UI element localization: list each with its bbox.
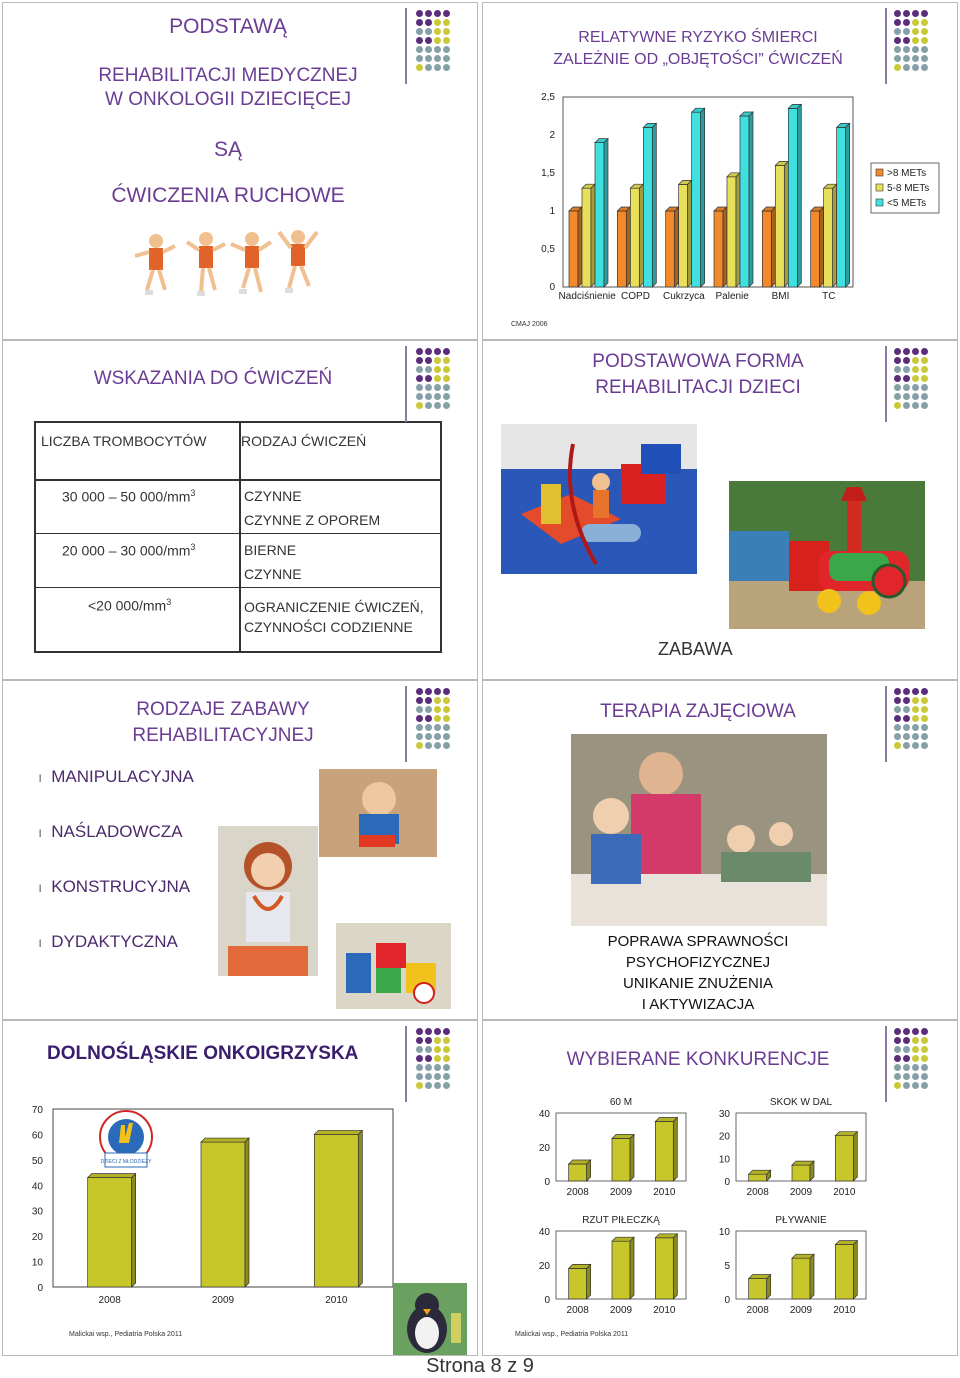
mini-bar-chart-long-jump — [708, 1093, 878, 1203]
list-item-label: KONSTRUCYJNA — [51, 877, 191, 896]
x-tick-label: 2009 — [789, 1305, 813, 1316]
x-tick-label: 2010 — [833, 1305, 856, 1316]
y-tick-label: 1,5 — [541, 168, 555, 179]
bar-2010 — [655, 1234, 677, 1299]
slide8-title: WYBIERANE KONKURENCJE — [566, 1049, 830, 1070]
slide1-title-line3: W ONKOLOGII DZIECIĘCEJ — [105, 89, 351, 110]
slide7-title: DOLNOŚLĄSKIE ONKOIGRZYSKA — [47, 1043, 359, 1064]
slide3-title: WSKAZANIA DO ĆWICZEŃ — [93, 368, 333, 389]
bar-0-5 — [837, 123, 850, 287]
list-item — [39, 877, 190, 897]
bar-1-2 — [679, 180, 692, 287]
decor-dots-icon — [416, 10, 452, 76]
y-tick-label: 2 — [549, 130, 555, 141]
bar-1-3 — [727, 173, 740, 287]
y-tick-label: 5 — [724, 1261, 730, 1272]
table-header-count: LICZBA TROMBOCYTÓW — [41, 433, 207, 449]
bar-2-3 — [714, 207, 727, 287]
slide2-title-line2: ZALEŻNIE OD „OBJĘTOŚCI” ĆWICZEŃ — [553, 51, 843, 68]
y-tick-label: 0 — [724, 1177, 730, 1188]
bar-2008 — [749, 1275, 771, 1299]
badge-text: DZIECI Z MŁODZIEŻY — [100, 1159, 152, 1165]
slide7-source: Malickai wsp., Pediatria Polska 2011 — [69, 1331, 183, 1338]
page-footer: Strona 8 z 9 — [426, 1355, 534, 1377]
bar-2009 — [612, 1237, 634, 1299]
x-tick-label: 2008 — [98, 1295, 121, 1306]
legend-swatch — [876, 199, 883, 206]
x-tick-label: 2008 — [566, 1305, 589, 1316]
x-tick-label: 2010 — [325, 1295, 348, 1306]
y-tick-label: 20 — [31, 1232, 43, 1244]
y-tick-label: 40 — [538, 1227, 550, 1238]
legend-label: 5-8 METs — [887, 183, 930, 194]
row3-sup: 3 — [166, 597, 172, 607]
bar-0-3 — [740, 112, 753, 287]
row2-type2: CZYNNE — [244, 566, 302, 582]
row3-type1: OGRANICZENIE ĆWICZEŃ, CZYNNOŚCI CODZIENNE — [244, 599, 424, 635]
decor-dots-icon — [416, 1028, 452, 1094]
bullet-icon: l — [39, 939, 42, 950]
list-item — [39, 932, 178, 952]
bar-2008 — [88, 1174, 136, 1287]
bullet-icon: l — [39, 884, 42, 895]
bar-2008 — [749, 1170, 771, 1181]
mini-bar-chart-ball-throw — [528, 1211, 698, 1321]
bar-1-5 — [824, 184, 837, 287]
slide5-title-line2: REHABILITACYJNEJ — [132, 725, 314, 746]
row2-count: 20 000 – 30 000/mm — [62, 542, 191, 559]
slide6-line1: POPRAWA SPRAWNOŚCI — [607, 933, 789, 950]
y-tick-label: 40 — [31, 1181, 43, 1193]
bar-2-4 — [762, 207, 775, 287]
mini-bar-chart-swimming — [708, 1211, 878, 1321]
slide6-line2: PSYCHOFIZYCZNEJ — [625, 954, 771, 971]
y-tick-label: 10 — [718, 1154, 730, 1166]
girl-playing-photo — [218, 826, 318, 976]
bar-2009 — [792, 1161, 814, 1181]
slide4-title-line1: PODSTAWOWA FORMA — [592, 351, 804, 372]
legend-swatch — [876, 184, 883, 191]
legend-swatch — [876, 169, 883, 176]
y-tick-label: 0 — [544, 1295, 550, 1306]
bar-2-2 — [666, 207, 679, 287]
mini-bar-chart-60m — [528, 1093, 698, 1203]
row2-sup: 3 — [190, 542, 196, 552]
x-tick-label: 2009 — [609, 1187, 633, 1198]
x-tick-label: 2008 — [566, 1187, 589, 1198]
bar-2010 — [835, 1241, 857, 1299]
x-tick-label: BMI — [771, 291, 790, 301]
bar-2009 — [612, 1135, 634, 1182]
toy-train-photo — [729, 481, 925, 629]
mini-chart-title: SKOK W DAL — [769, 1097, 833, 1108]
bar-1-0 — [582, 184, 595, 287]
slide8-source: Malickai wsp., Pediatria Polska 2011 — [515, 1331, 629, 1338]
row1-type1: CZYNNE — [244, 488, 302, 504]
decor-dots-icon — [894, 688, 930, 754]
slide5-title-line1: RODZAJE ZABAWY — [136, 699, 310, 720]
y-tick-label: 60 — [31, 1130, 43, 1142]
bar-2010 — [655, 1118, 677, 1182]
mascot-penguin-photo — [393, 1283, 467, 1355]
bar-0-1 — [643, 123, 656, 287]
x-tick-label: Nadciśnienie — [558, 291, 616, 301]
y-tick-label: 50 — [31, 1155, 43, 1167]
slide2-title-line1: RELATYWNE RYZYKO ŚMIERCI — [578, 29, 818, 46]
y-tick-label: 0 — [544, 1177, 550, 1188]
bar-2010 — [314, 1130, 362, 1287]
bar-2-1 — [617, 207, 630, 287]
mini-chart-title: PŁYWANIE — [775, 1215, 827, 1226]
x-tick-label: 2010 — [833, 1187, 856, 1198]
risk-bar-chart — [513, 91, 953, 301]
y-tick-label: 1 — [549, 206, 555, 217]
bar-2-5 — [811, 207, 824, 287]
onkoigrzyska-logo-icon — [95, 1109, 157, 1169]
jumping-kids-photo — [131, 228, 331, 308]
bullet-icon: l — [39, 829, 42, 840]
bar-2009 — [792, 1254, 814, 1299]
slide1-title-line2: REHABILITACJI MEDYCZNEJ — [98, 65, 358, 86]
legend-label: >8 METs — [887, 168, 927, 179]
bar-0-0 — [595, 139, 608, 287]
list-item-label: NAŚLADOWCZA — [51, 822, 183, 841]
y-tick-label: 20 — [538, 1143, 550, 1154]
y-tick-label: 20 — [538, 1261, 550, 1272]
table-header-type: RODZAJ ĆWICZEŃ — [241, 433, 367, 449]
row1-sup: 3 — [190, 488, 196, 498]
bar-2-0 — [569, 207, 582, 287]
bar-2009 — [201, 1138, 249, 1287]
bullet-icon: l — [39, 774, 42, 785]
x-tick-label: 2008 — [746, 1305, 769, 1316]
y-tick-label: 30 — [718, 1109, 730, 1120]
row1-type2: CZYNNE Z OPOREM — [244, 512, 381, 528]
y-tick-label: 40 — [538, 1109, 550, 1120]
row1-count: 30 000 – 50 000/mm — [62, 488, 191, 505]
slide1-title-line1: PODSTAWĄ — [169, 15, 287, 38]
decor-dots-icon — [894, 10, 930, 76]
slide6-line4: I AKTYWIZACJA — [641, 996, 755, 1013]
row3-count: <20 000/mm — [88, 597, 167, 614]
bar-1-1 — [630, 184, 643, 287]
bar-1-4 — [775, 161, 788, 287]
playroom-photo — [501, 424, 697, 574]
y-tick-label: 20 — [718, 1131, 730, 1143]
decor-dots-icon — [416, 348, 452, 414]
x-tick-label: Palenie — [715, 291, 749, 301]
games-bar-chart — [23, 1101, 403, 1311]
y-tick-label: 0 — [724, 1295, 730, 1306]
therapy-session-photo — [571, 734, 827, 926]
x-tick-label: 2009 — [609, 1305, 633, 1316]
decor-dots-icon — [894, 348, 930, 414]
list-item-label: MANIPULACYJNA — [51, 767, 194, 786]
y-tick-label: 10 — [31, 1257, 43, 1269]
mini-chart-title: 60 M — [609, 1097, 633, 1108]
slide6-title: TERAPIA ZAJĘCIOWA — [600, 701, 796, 722]
x-tick-label: 2009 — [211, 1295, 235, 1306]
decor-dots-icon — [894, 1028, 930, 1094]
slide2-source: CMAJ 2006 — [511, 321, 548, 328]
list-item — [39, 767, 194, 787]
x-tick-label: 2008 — [746, 1187, 769, 1198]
bar-0-2 — [692, 108, 705, 287]
y-tick-label: 0,5 — [541, 244, 555, 255]
slide4-caption: ZABAWA — [658, 639, 733, 659]
slide4-title-line2: REHABILITACJI DZIECI — [595, 377, 801, 398]
slide1-line4: SĄ — [213, 138, 242, 161]
row2-type1: BIERNE — [244, 542, 297, 558]
y-tick-label: 2,5 — [541, 92, 555, 103]
slide6-line3: UNIKANIE ZNUŻENIA — [622, 975, 773, 992]
legend-label: <5 METs — [887, 198, 927, 209]
blocks-playroom-photo — [336, 923, 451, 1009]
y-tick-label: 0 — [37, 1283, 43, 1294]
mini-chart-title: RZUT PIŁECZKĄ — [582, 1215, 660, 1226]
decor-dots-icon — [416, 688, 452, 754]
bar-2008 — [569, 1160, 591, 1181]
list-item — [39, 822, 183, 842]
chart-legend — [871, 163, 939, 213]
x-tick-label: COPD — [621, 291, 650, 301]
x-tick-label: 2009 — [789, 1187, 813, 1198]
x-tick-label: Cukrzyca — [662, 291, 705, 301]
y-tick-label: 70 — [31, 1105, 43, 1116]
bar-2010 — [835, 1132, 857, 1181]
x-tick-label: 2010 — [653, 1305, 676, 1316]
slide1-line5: ĆWICZENIA RUCHOWE — [111, 184, 345, 207]
y-tick-label: 10 — [718, 1227, 730, 1238]
y-tick-label: 30 — [31, 1206, 43, 1218]
y-tick-label: 0 — [549, 282, 555, 293]
child-toys-photo — [319, 769, 437, 857]
x-tick-label: TC — [822, 291, 836, 301]
bar-0-4 — [788, 104, 801, 287]
platelet-table — [34, 421, 442, 653]
x-tick-label: 2010 — [653, 1187, 676, 1198]
bar-2008 — [569, 1264, 591, 1299]
list-item-label: DYDAKTYCZNA — [51, 932, 178, 951]
